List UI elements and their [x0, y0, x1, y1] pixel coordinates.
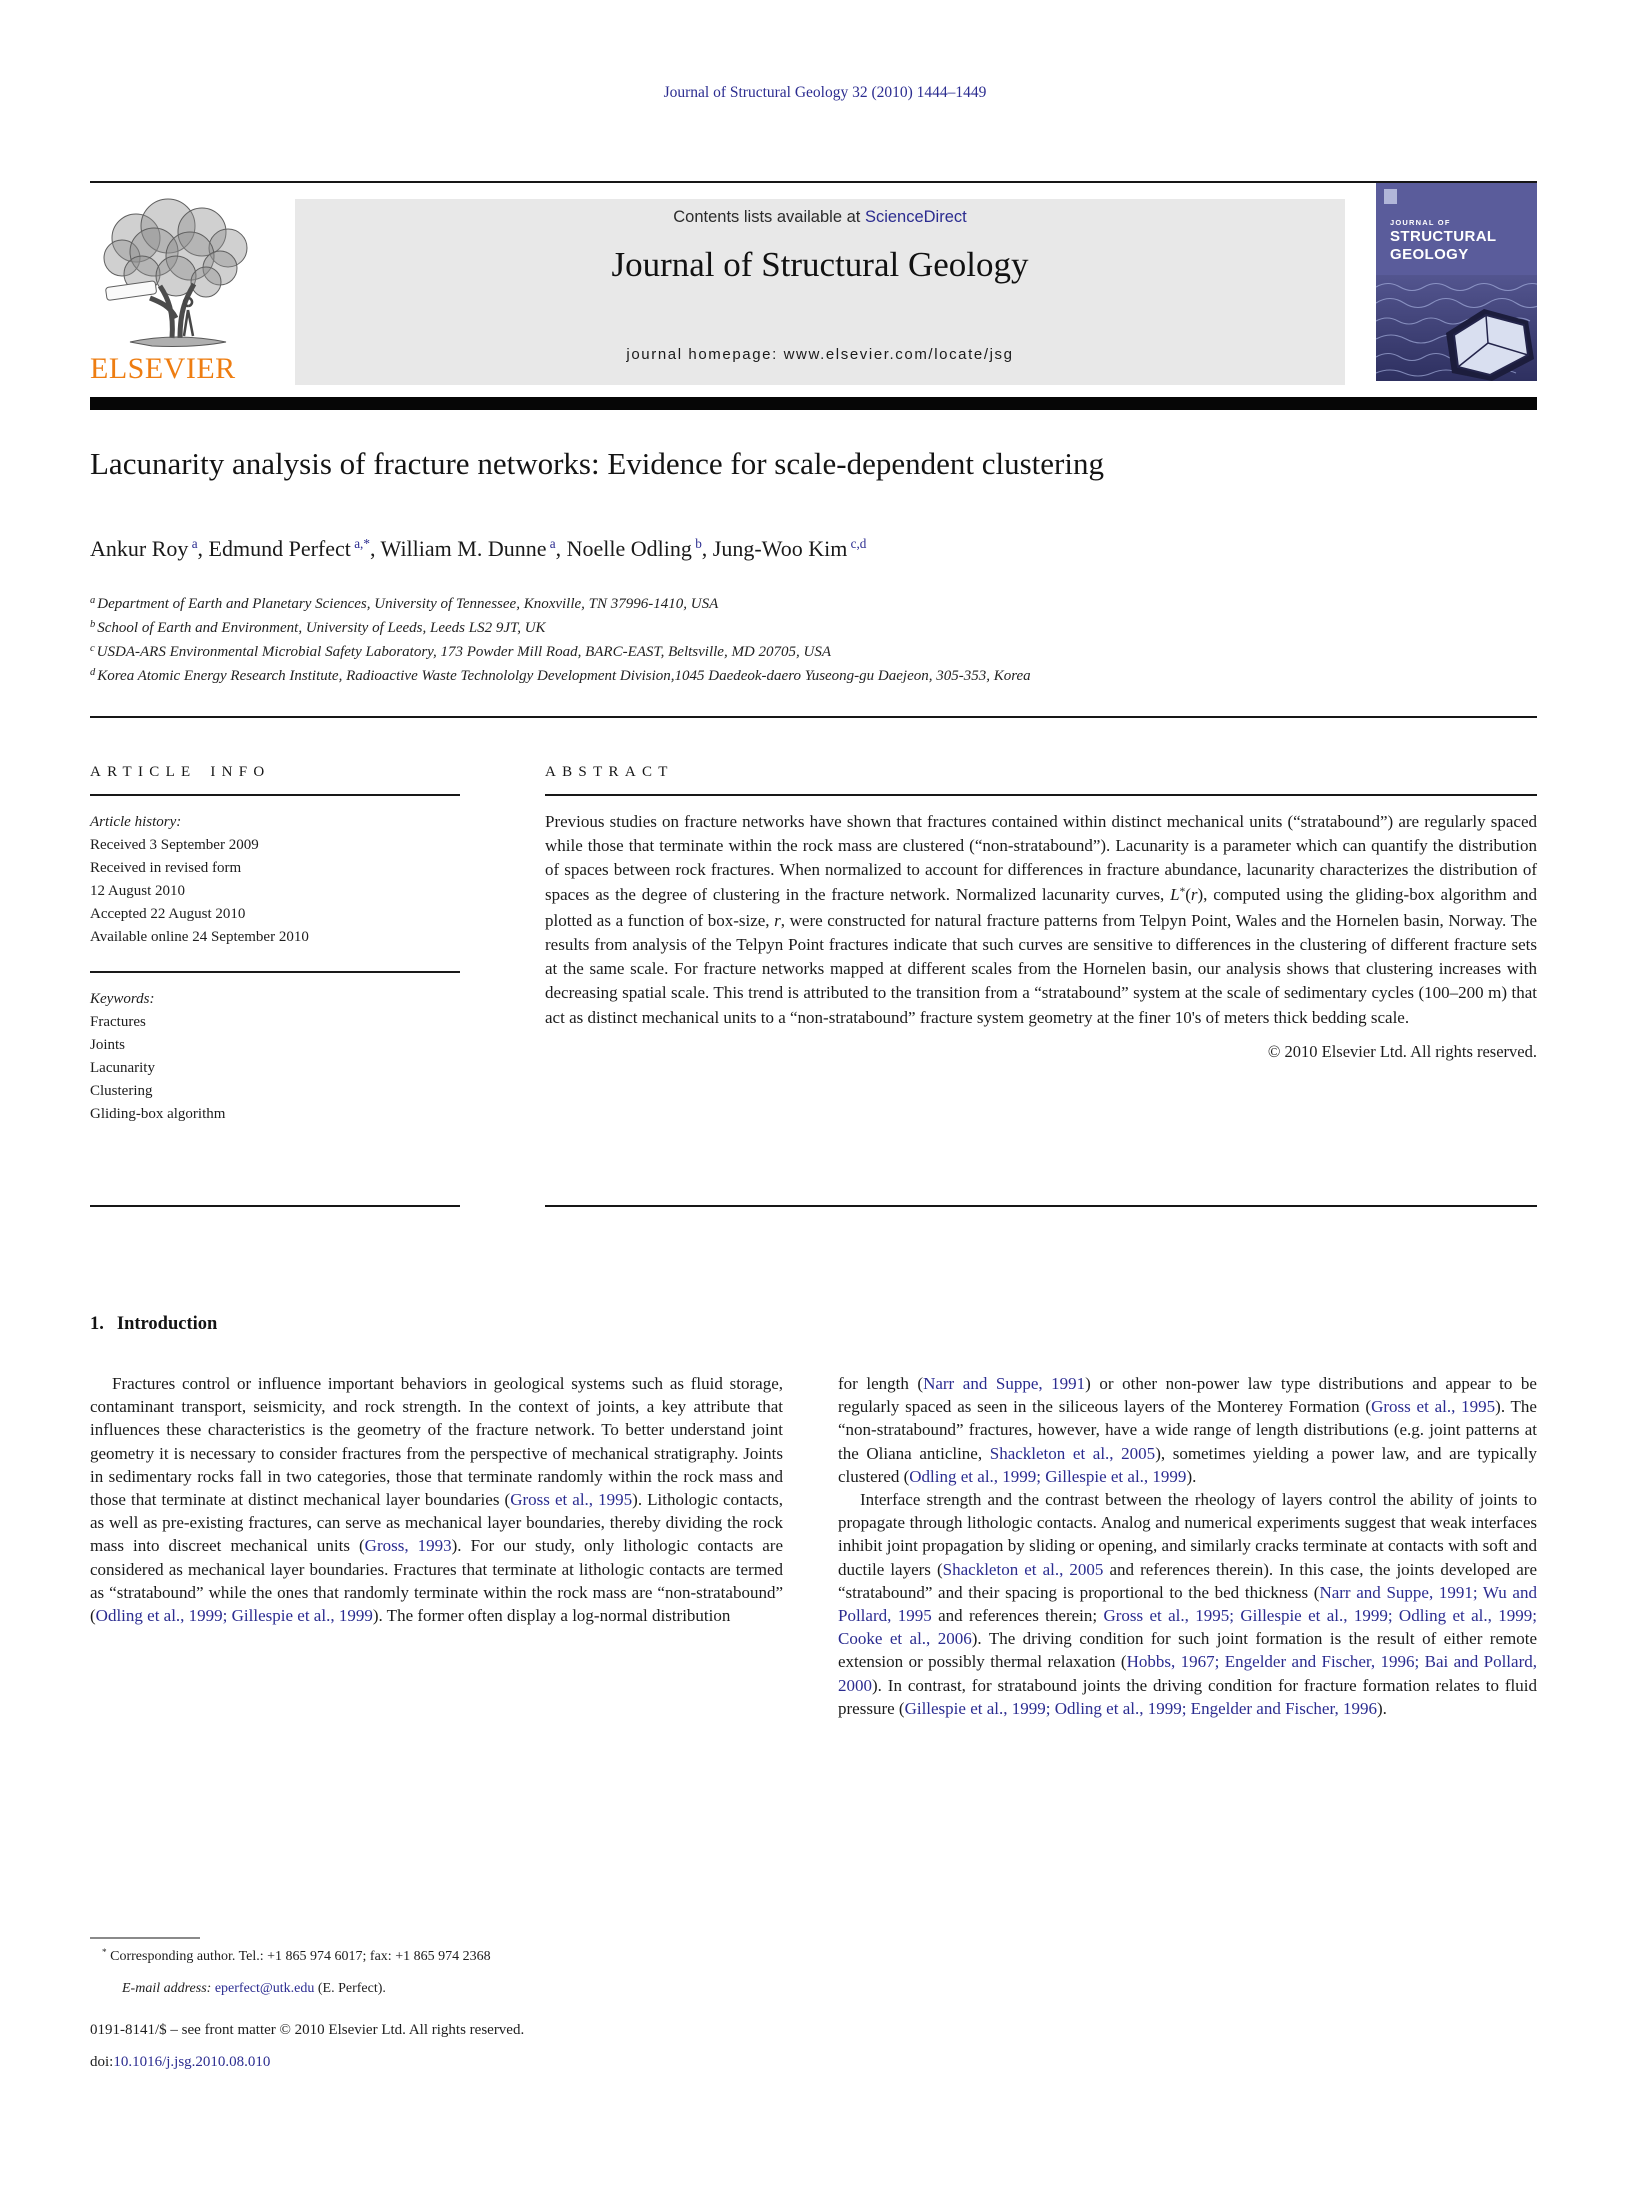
abstract-heading: ABSTRACT — [545, 764, 674, 780]
citation-link[interactable]: Gross et al., 1995 — [510, 1490, 633, 1510]
text-segment: ). Lithologic contacts, as well as pre-existing fractures, can serve as mechanical layer boundaries, thereby dividing the rock mass into discreet mechanical units ( — [90, 1490, 784, 1556]
history-label: Article history: — [90, 814, 182, 830]
body-column-left — [90, 1372, 783, 1627]
abstract-rule — [545, 794, 1537, 796]
section-number: 1. — [90, 1314, 104, 1334]
citation-link[interactable]: Gross et al., 1995 — [1371, 1397, 1496, 1417]
text-segment: ). The driving condition for such joint formation is the result of either remote extension or possibly thermal relaxation ( — [838, 1629, 1538, 1672]
citation-link[interactable]: Gross, 1993 — [364, 1536, 452, 1556]
citation-link[interactable]: Shackleton et al., 2005 — [989, 1443, 1156, 1463]
intro-paragraph — [90, 1372, 783, 1627]
citation-link[interactable]: Gross et al., 1995; Gillespie et al., 1999; Odling et al., 1999; Cooke et al., 2006 — [838, 1606, 1537, 1649]
intro-paragraph — [838, 1488, 1537, 1720]
keyword: Lacunarity — [90, 1059, 155, 1076]
abstract-text — [545, 810, 1537, 1030]
text-segment: ). The former often display a log-normal distribution — [372, 1606, 731, 1626]
text-segment: c,d — [847, 536, 867, 551]
citation-link[interactable]: Odling et al., 1999; Gillespie et al., 1999 — [909, 1466, 1187, 1486]
text-segment: Ankur Roy — [90, 536, 189, 561]
introduction-heading — [90, 1314, 217, 1335]
affiliation-sup: b — [90, 619, 96, 630]
text-segment: ). In contrast, for stratabound joints the driving condition for fracture formation relates to fluid pressure ( — [838, 1675, 1537, 1718]
text-segment: a — [188, 536, 198, 551]
affiliation-d — [90, 665, 1537, 689]
text-segment: ). — [1376, 1698, 1387, 1718]
text-segment: ), sometimes yielding a power law, and are typically clustered ( — [838, 1443, 1538, 1486]
text-segment: for length ( — [838, 1374, 924, 1393]
text-segment: L — [1170, 884, 1180, 904]
text-segment: ( — [1185, 884, 1191, 904]
elsevier-tree-icon — [90, 198, 262, 350]
text-segment: * — [102, 1947, 107, 1957]
email-note — [122, 1981, 862, 1997]
text-segment: Interface strength and the contrast between the rheology of layers control the ability of joints to propagate through lithologic contacts. Analog and numerical experiments suggest that weak interfaces inhibit joint propagation by sliding or opening, and similarly cracks terminate at contacts with soft and ductile layers ( — [838, 1490, 1537, 1579]
section-title: Introduction — [116, 1314, 218, 1334]
history-line: Received 3 September 2009 — [90, 837, 259, 853]
text-segment: and references therein; — [931, 1606, 1104, 1626]
article-info-heading: ARTICLE INFO — [90, 764, 271, 780]
text-segment: E-mail address: — [122, 1981, 212, 1996]
header-black-bar — [90, 397, 1537, 410]
text-segment: r — [1190, 884, 1198, 904]
issn-copyright-line: 0191-8141/$ – see front matter © 2010 Elsevier Ltd. All rights reserved. — [90, 2022, 525, 2038]
contents-line — [295, 208, 1345, 227]
cover-structural: STRUCTURAL — [1390, 228, 1497, 245]
text-segment: * — [1179, 885, 1186, 898]
corresponding-author-note — [102, 1949, 862, 1965]
text-segment: (E. Perfect). — [314, 1981, 386, 1996]
history-line: 12 August 2010 — [90, 883, 186, 899]
text-segment: , Edmund Perfect — [197, 536, 351, 561]
text-segment: Fractures control or influence important behaviors in geological systems such as fluid storage, contaminant transport, seismicity, and rock strength. In the context of joints, a key attribute that influences these characteristics is the geometry of the fracture network. To better understand joint geometry it is necessary to consider fractures from the perspective of mechanical stratigraphy. Joints in sedimentary rocks fall in two categories, those that terminate randomly within the rock mass and those that terminate at distinct mechanical layer boundaries ( — [90, 1374, 783, 1510]
keyword: Fractures — [90, 1013, 146, 1030]
history-line: Accepted 22 August 2010 — [90, 906, 246, 922]
intro-paragraph — [838, 1372, 1537, 1488]
text-segment: b — [691, 536, 702, 551]
email-link[interactable]: eperfect@utk.edu — [214, 1981, 315, 1996]
abstract-column — [545, 764, 1537, 1062]
elsevier-logo[interactable] — [90, 198, 266, 388]
journal-cover-thumbnail[interactable] — [1376, 183, 1537, 381]
abstract-bottom-rule — [545, 1205, 1537, 1207]
history-line: Available online 24 September 2010 — [90, 929, 309, 945]
text-segment: Corresponding author. Tel.: +1 865 974 6017; fax: +1 865 974 2368 — [106, 1949, 491, 1964]
journal-banner — [295, 199, 1345, 385]
section-divider-rule — [90, 716, 1537, 718]
elsevier-wordmark: ELSEVIER — [90, 352, 236, 385]
text-segment: r — [774, 910, 781, 930]
sciencedirect-link[interactable]: ScienceDirect — [864, 208, 967, 226]
citation-link[interactable]: Odling et al., 1999; Gillespie et al., 1999 — [95, 1606, 373, 1626]
affiliation-text: USDA-ARS Environmental Microbial Safety Laboratory, 173 Powder Mill Road, BARC-EAST, Beltsville, MD 20705, USA — [96, 644, 832, 660]
keyword: Gliding-box algorithm — [90, 1105, 226, 1122]
affiliation-sup: d — [90, 667, 96, 678]
doi-line — [90, 2054, 990, 2071]
article-title: Lacunarity analysis of fracture networks: Evidence for scale-dependent clustering — [90, 446, 1104, 481]
affiliation-a — [90, 593, 1537, 617]
text-segment: , Jung-Woo Kim — [701, 536, 848, 561]
affiliation-text: Department of Earth and Planetary Sciences, University of Tennessee, Knoxville, TN 37996-1410, USA — [97, 596, 719, 612]
top-rule — [90, 181, 1537, 183]
citation-link[interactable]: Shackleton et al., 2005 — [942, 1559, 1104, 1579]
text-segment: , William M. Dunne — [369, 536, 547, 561]
journal-homepage-link[interactable]: journal homepage: www.elsevier.com/locate/jsg — [626, 346, 1014, 363]
citation-link[interactable]: Narr and Suppe, 1991; Wu and Pollard, 1995 — [838, 1582, 1537, 1626]
text-segment: ). The “non-stratabound” fractures, however, have a wide range of length distributions (e.g. joint patterns at the Oliana anticline, — [838, 1397, 1537, 1463]
body-column-right — [838, 1372, 1537, 1720]
doi-link[interactable]: 10.1016/j.jsg.2010.08.010 — [113, 2054, 271, 2070]
text-segment: ). — [1186, 1466, 1197, 1486]
journal-title: Journal of Structural Geology — [611, 245, 1029, 284]
affiliation-c — [90, 641, 1537, 665]
cover-journal-of: JOURNAL OF — [1390, 218, 1451, 227]
journal-citation: Journal of Structural Geology 32 (2010) 1444–1449 — [663, 84, 987, 101]
article-info-column — [90, 764, 460, 1126]
citation-link[interactable]: Narr and Suppe, 1991 — [923, 1374, 1086, 1393]
keyword: Clustering — [90, 1082, 153, 1099]
contents-text: Contents lists available at — [673, 208, 865, 226]
history-line: Received in revised form — [90, 860, 242, 876]
text-segment: and references therein). In this case, the joints developed are “stratabound” and their spacing is proportional to the bed thickness ( — [838, 1559, 1537, 1602]
keywords-label: Keywords: — [90, 990, 155, 1007]
cover-art — [1376, 183, 1537, 381]
text-segment: , were constructed for natural fracture patterns from Telpyn Point, Wales and the Hornelen basin, Norway. The results from analysis of the Telpyn Point fractures indicate that such curves are sensitive to differences in the clustering of different fracture sets at the same scale. For fracture networks mapped at different scales from the Hornelen basin, our analysis shows that clustering increases with decreasing spatial scale. This trend is attributed to the transition from a “stratabound” system at the scale of sedimentary cycles (100–200 m) that act as distinct mechanical units to a “non-stratabound” fracture system geometry at the finer 10's of meters thick bedding scale. — [545, 910, 1537, 1027]
text-segment: ). For our study, only lithologic contacts are considered as mechanical layer boundaries. Fractures that terminate at lithologic contacts are termed as “stratabound” while the ones that randomly terminate within the rock mass are “non-stratabound” ( — [90, 1536, 783, 1626]
text-segment: doi: — [90, 2054, 114, 2070]
footnote-rule — [90, 1937, 200, 1939]
text-segment: a — [546, 536, 556, 551]
text-segment: , Noelle Odling — [555, 536, 692, 561]
citation-link[interactable]: Hobbs, 1967; Engelder and Fischer, 1996; Bai and Pollard, 2000 — [838, 1652, 1537, 1695]
author-line — [90, 536, 1537, 562]
article-info-rule — [90, 794, 460, 796]
abstract-copyright: © 2010 Elsevier Ltd. All rights reserved. — [1267, 1041, 1537, 1061]
keywords-divider-rule — [90, 971, 460, 973]
affiliation-text: School of Earth and Environment, University of Leeds, Leeds LS2 9JT, UK — [97, 620, 546, 636]
citation-link[interactable]: Gillespie et al., 1999; Odling et al., 1999; Engelder and Fischer, 1996 — [904, 1698, 1377, 1718]
affiliation-sup: c — [90, 643, 95, 654]
text-segment: Previous studies on fracture networks have shown that fractures contained within distinct mechanical units (“stratabound”) are regularly spaced while those that terminate within the rock mass are clustered (“non-stratabound”). Lacunarity is a parameter which can quantify the distribution of spaces between rock fractures. When normalized to account for differences in fracture abundance, lacunarity characterizes the distribution of spaces as the degree of clustering in the fracture network. Normalized lacunarity curves, — [545, 812, 1537, 904]
affiliation-b — [90, 617, 1537, 641]
affiliations — [90, 593, 1537, 689]
text-segment: ) or other non-power law type distributions and appear to be regularly spaced as seen in the siliceous layers of the Monterey Formation ( — [838, 1374, 1537, 1417]
cover-geology: GEOLOGY — [1390, 246, 1469, 263]
affiliation-sup: a — [90, 595, 96, 606]
affiliation-text: Korea Atomic Energy Research Institute, Radioactive Waste Technololgy Development Division,1045 Daedeok-daero Yuseong-gu Daejeon, 305-353, Korea — [97, 668, 1031, 684]
text-segment: ), computed using the gliding-box algorithm and plotted as a function of box-size, — [545, 884, 1537, 930]
info-bottom-rule — [90, 1205, 460, 1207]
keyword: Joints — [90, 1036, 126, 1053]
text-segment: a,* — [350, 536, 370, 551]
